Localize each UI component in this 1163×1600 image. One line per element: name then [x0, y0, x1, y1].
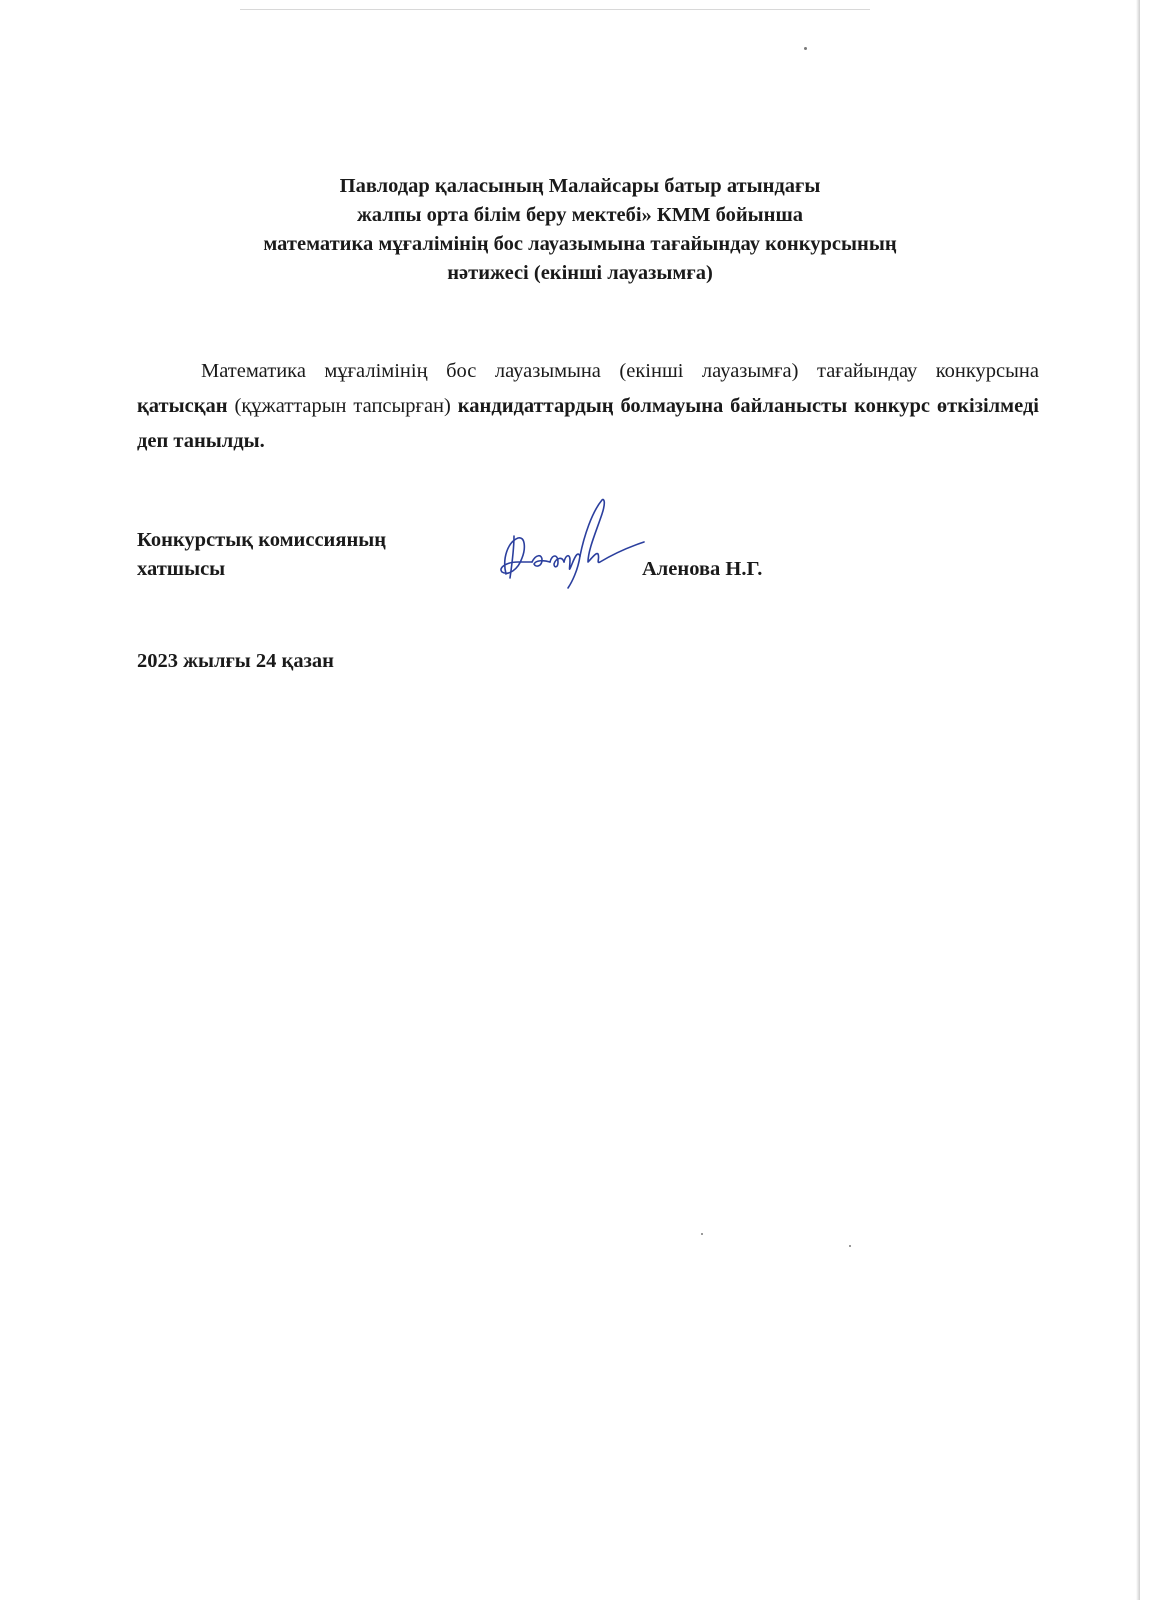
title-line: жалпы орта білім беру мектебі» КММ бойынша [356, 204, 804, 226]
role-line: Конкурстық комиссияның [137, 529, 387, 551]
paragraph-bold-text: қатысқан [137, 395, 228, 417]
paragraph-text: (құжаттарын тапсырған) [227, 395, 458, 417]
scan-speck [804, 47, 807, 50]
paragraph-bold-text: кандидаттардың болмауына байланысты конкурс өткізілмеді деп танылды. [137, 395, 1040, 452]
signer-name: Аленова Н.Г. [642, 558, 763, 580]
title-line: математика мұғалімінің бос лауазымына тағайындау конкурсының [263, 233, 897, 255]
scan-speck [701, 1233, 703, 1235]
document-date: 2023 жылғы 24 қазан [137, 650, 334, 672]
signatory-role [137, 526, 386, 584]
document-title [130, 172, 1030, 288]
result-paragraph [137, 354, 1039, 459]
title-line: Павлодар қаласының Малайсары батыр атындағы [339, 175, 821, 197]
scan-edge-line [240, 9, 870, 10]
handwritten-signature [492, 492, 662, 596]
title-line: нәтижесі (екінші лауазымға) [447, 262, 713, 284]
paragraph-text: Математика мұғалімінің бос лауазымына (екінші лауазымға) тағайындау конкурсына [201, 360, 1039, 382]
scan-edge-shadow [1136, 0, 1140, 1600]
scan-speck [849, 1245, 851, 1247]
role-line: хатшысы [137, 558, 226, 580]
